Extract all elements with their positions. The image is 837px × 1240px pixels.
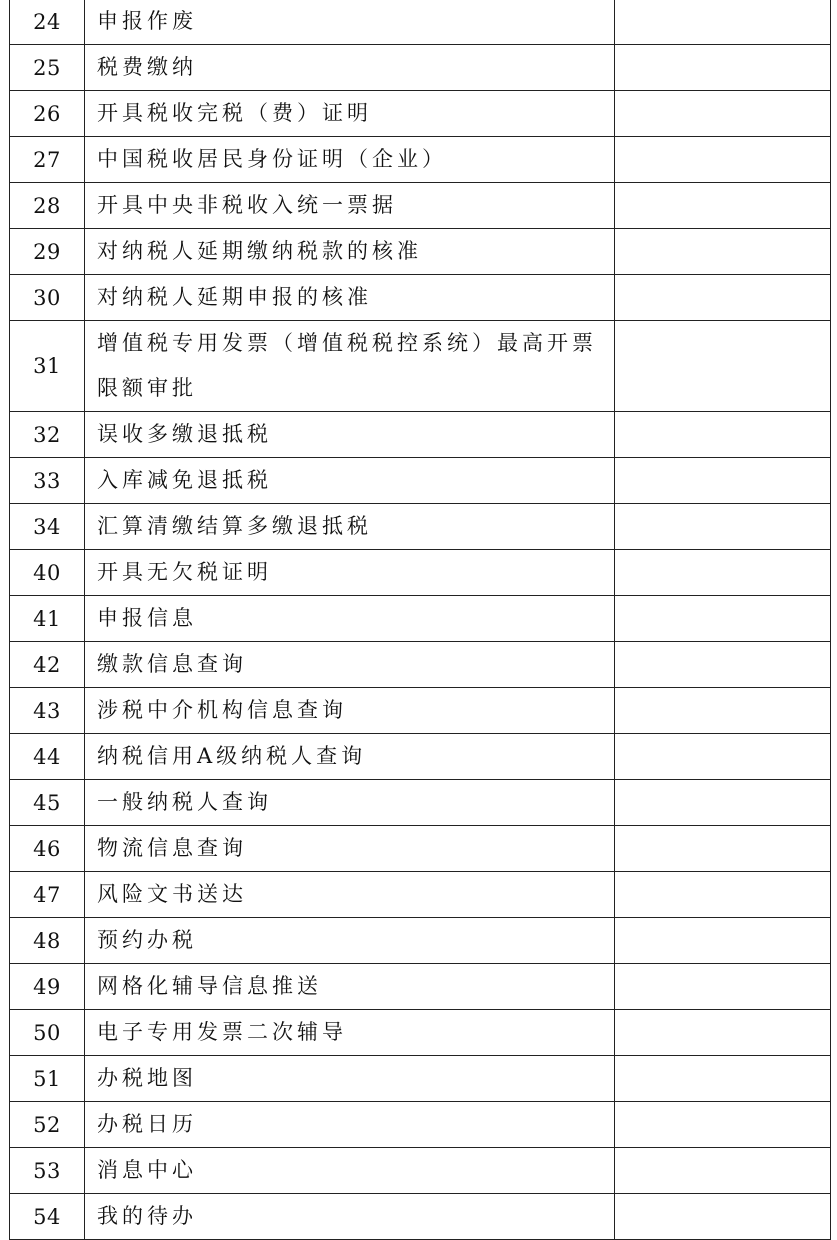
remarks-cell: [615, 45, 831, 91]
table-row: [10, 1194, 831, 1240]
table-row: [10, 642, 831, 688]
row-number: 32: [10, 412, 85, 458]
remarks-cell: [615, 734, 831, 780]
row-number: 27: [10, 137, 85, 183]
remarks-cell: [615, 412, 831, 458]
service-name: 申报作废: [85, 0, 615, 45]
table-row: [10, 1056, 831, 1102]
service-name: 对纳税人延期缴纳税款的核准: [85, 229, 615, 275]
remarks-cell: [615, 964, 831, 1010]
row-number: 47: [10, 872, 85, 918]
remarks-cell: [615, 1148, 831, 1194]
table-row: [10, 0, 831, 45]
table-row: [10, 550, 831, 596]
row-number: 45: [10, 780, 85, 826]
table-row: [10, 734, 831, 780]
table-row: [10, 321, 831, 412]
table-row: [10, 1010, 831, 1056]
table-row: [10, 412, 831, 458]
table-row: [10, 137, 831, 183]
remarks-cell: [615, 0, 831, 45]
row-number: 50: [10, 1010, 85, 1056]
remarks-cell: [615, 137, 831, 183]
remarks-cell: [615, 458, 831, 504]
table-row: [10, 872, 831, 918]
row-number: 24: [10, 0, 85, 45]
row-number: 42: [10, 642, 85, 688]
remarks-cell: [615, 1056, 831, 1102]
row-number: 49: [10, 964, 85, 1010]
service-name: 误收多缴退抵税: [85, 412, 615, 458]
table-row: [10, 918, 831, 964]
row-number: 43: [10, 688, 85, 734]
row-number: 48: [10, 918, 85, 964]
remarks-cell: [615, 229, 831, 275]
remarks-cell: [615, 918, 831, 964]
table-row: [10, 275, 831, 321]
row-number: 31: [10, 321, 85, 412]
row-number: 41: [10, 596, 85, 642]
remarks-cell: [615, 91, 831, 137]
remarks-cell: [615, 826, 831, 872]
remarks-cell: [615, 1010, 831, 1056]
table-row: [10, 1102, 831, 1148]
service-name: 入库减免退抵税: [85, 458, 615, 504]
service-name: 纳税信用A级纳税人查询: [85, 734, 615, 780]
service-name: 风险文书送达: [85, 872, 615, 918]
service-name: 网格化辅导信息推送: [85, 964, 615, 1010]
table-row: [10, 596, 831, 642]
remarks-cell: [615, 550, 831, 596]
service-name: 申报信息: [85, 596, 615, 642]
row-number: 34: [10, 504, 85, 550]
service-name: 开具中央非税收入统一票据: [85, 183, 615, 229]
row-number: 53: [10, 1148, 85, 1194]
service-table: [9, 0, 831, 1240]
service-name: 中国税收居民身份证明（企业）: [85, 137, 615, 183]
row-number: 30: [10, 275, 85, 321]
service-name: 税费缴纳: [85, 45, 615, 91]
row-number: 40: [10, 550, 85, 596]
row-number: 51: [10, 1056, 85, 1102]
remarks-cell: [615, 321, 831, 412]
table-row: [10, 229, 831, 275]
service-name: 物流信息查询: [85, 826, 615, 872]
row-number: 28: [10, 183, 85, 229]
row-number: 54: [10, 1194, 85, 1240]
remarks-cell: [615, 183, 831, 229]
row-number: 44: [10, 734, 85, 780]
table-row: [10, 91, 831, 137]
service-name: 汇算清缴结算多缴退抵税: [85, 504, 615, 550]
remarks-cell: [615, 596, 831, 642]
service-name: 一般纳税人查询: [85, 780, 615, 826]
service-name: 对纳税人延期申报的核准: [85, 275, 615, 321]
row-number: 46: [10, 826, 85, 872]
row-number: 33: [10, 458, 85, 504]
service-name: 我的待办: [85, 1194, 615, 1240]
table-row: [10, 964, 831, 1010]
remarks-cell: [615, 1102, 831, 1148]
remarks-cell: [615, 780, 831, 826]
row-number: 25: [10, 45, 85, 91]
service-name: 电子专用发票二次辅导: [85, 1010, 615, 1056]
table-row: [10, 1148, 831, 1194]
service-name: 增值税专用发票（增值税税控系统）最高开票限额审批: [85, 321, 615, 412]
table-row: [10, 45, 831, 91]
table-row: [10, 458, 831, 504]
table-row: [10, 183, 831, 229]
service-name: 开具税收完税（费）证明: [85, 91, 615, 137]
service-name: 预约办税: [85, 918, 615, 964]
service-name: 消息中心: [85, 1148, 615, 1194]
service-name: 涉税中介机构信息查询: [85, 688, 615, 734]
row-number: 52: [10, 1102, 85, 1148]
remarks-cell: [615, 275, 831, 321]
service-name: 缴款信息查询: [85, 642, 615, 688]
service-name: 开具无欠税证明: [85, 550, 615, 596]
table-row: [10, 504, 831, 550]
remarks-cell: [615, 642, 831, 688]
table-row: [10, 688, 831, 734]
remarks-cell: [615, 1194, 831, 1240]
remarks-cell: [615, 504, 831, 550]
service-name: 办税地图: [85, 1056, 615, 1102]
remarks-cell: [615, 872, 831, 918]
service-name: 办税日历: [85, 1102, 615, 1148]
table-row: [10, 826, 831, 872]
row-number: 26: [10, 91, 85, 137]
table-row: [10, 780, 831, 826]
row-number: 29: [10, 229, 85, 275]
remarks-cell: [615, 688, 831, 734]
